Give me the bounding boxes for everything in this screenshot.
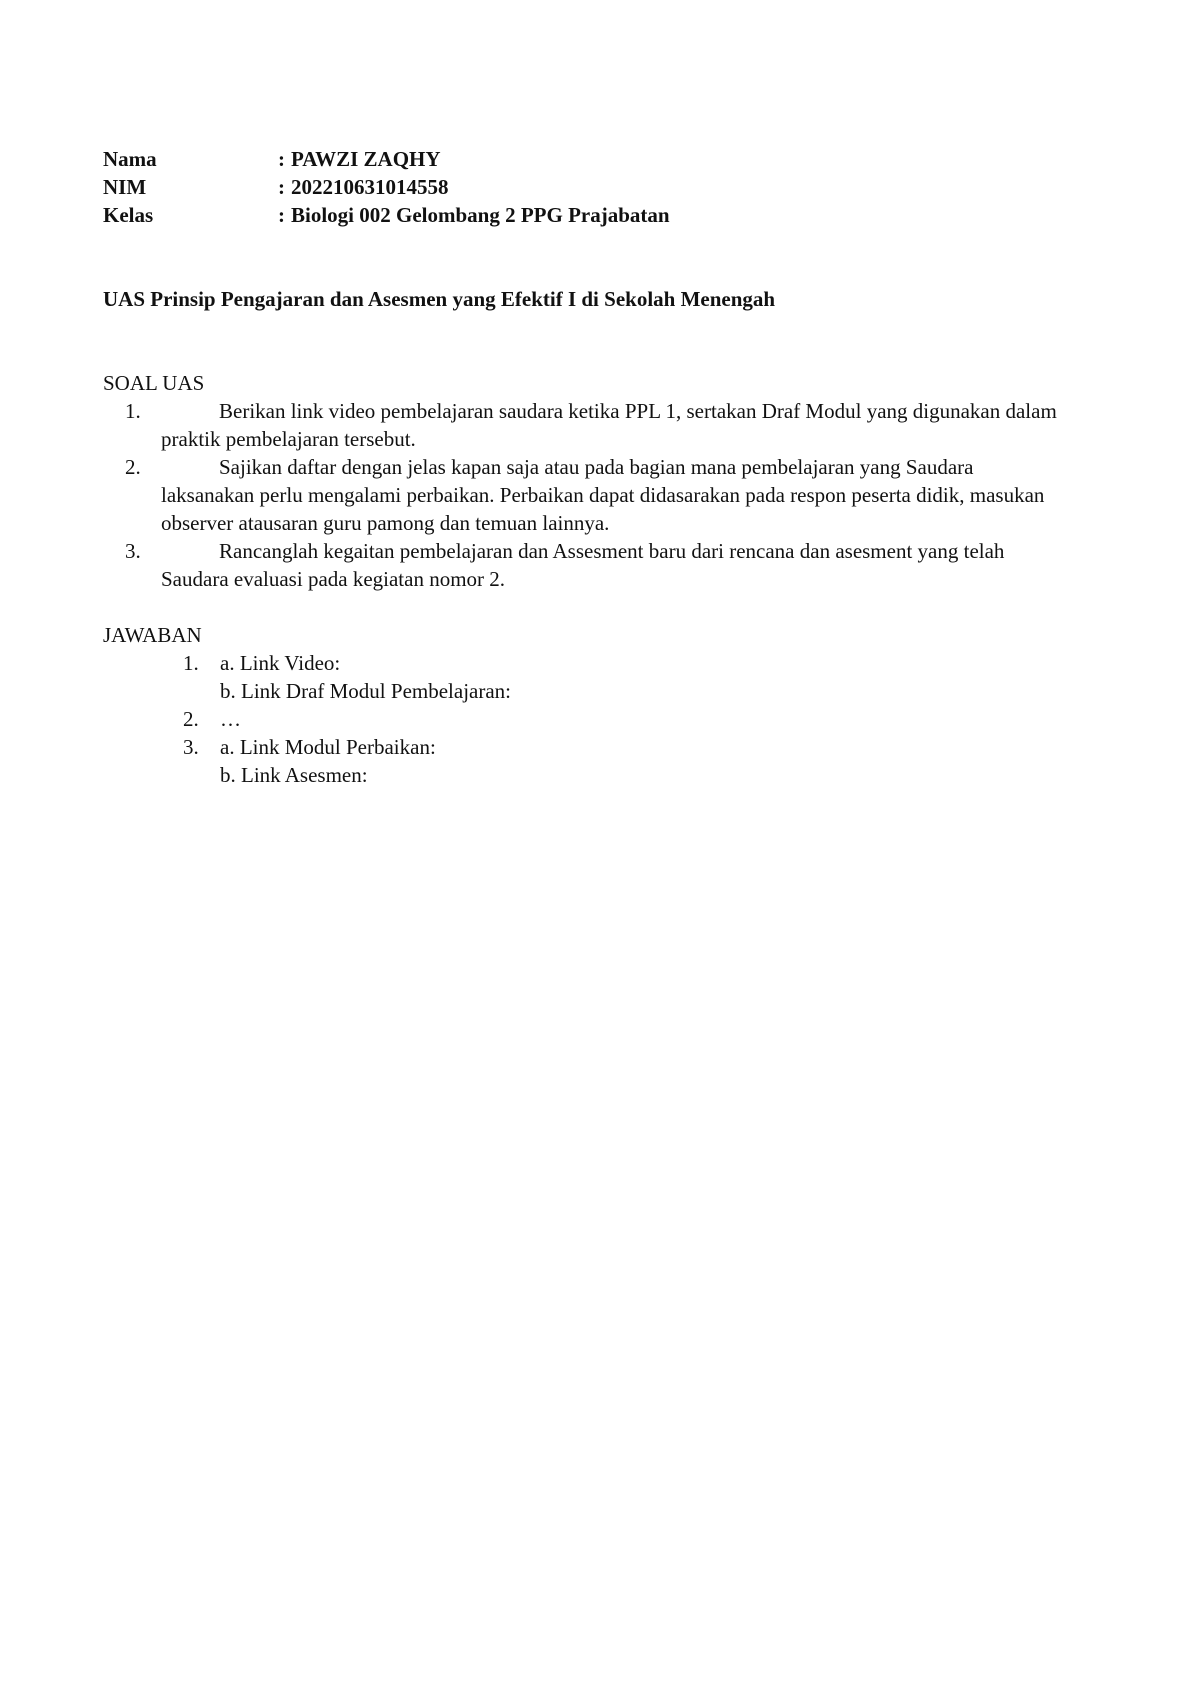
answer-line: b. Link Draf Modul Pembelajaran:	[220, 679, 512, 703]
identity-separator: :	[278, 175, 285, 199]
list-item-text: Rancanglah kegaitan pembelajaran dan Assesment baru dari rencana dan asesment yang telah Saudara evaluasi pada kegiatan nomor 2.	[161, 539, 1005, 591]
identity-row-nim	[103, 173, 1063, 201]
identity-label: Nama	[103, 147, 157, 171]
identity-value: PAWZI ZAQHY	[291, 147, 441, 171]
answer-line: …	[220, 707, 241, 731]
list-item-text: Sajikan daftar dengan jelas kapan saja atau pada bagian mana pembelajaran yang Saudara laksanakan perlu mengalami perbaikan. Perbaikan dapat didasarakan pada respon peserta didik, masukan observer atausaran guru pamong dan temuan lainnya.	[161, 455, 1045, 535]
answer-line: a. Link Modul Perbaikan:	[220, 735, 436, 759]
identity-row-kelas	[103, 201, 1063, 229]
list-item-number: 3.	[125, 539, 141, 563]
jawaban-list	[103, 649, 1063, 789]
list-item	[103, 397, 1063, 453]
identity-label: Kelas	[103, 203, 154, 227]
list-item	[103, 733, 1063, 789]
list-item	[103, 705, 1063, 733]
document-title: UAS Prinsip Pengajaran dan Asesmen yang Efektif I di Sekolah Menengah	[103, 287, 776, 311]
identity-value: Biologi 002 Gelombang 2 PPG Prajabatan	[291, 203, 670, 227]
list-item-number: 1.	[125, 399, 141, 423]
list-item	[103, 649, 1063, 705]
identity-label: NIM	[103, 175, 147, 199]
identity-block	[103, 145, 1063, 229]
identity-separator: :	[278, 203, 285, 227]
answer-line: a. Link Video:	[220, 651, 341, 675]
list-item-number: 2.	[183, 707, 199, 731]
list-item-text: Berikan link video pembelajaran saudara ketika PPL 1, sertakan Draf Modul yang digunakan dalam praktik pembelajaran tersebut.	[161, 399, 1057, 451]
identity-value: 202210631014558	[291, 175, 449, 199]
list-item-number: 2.	[125, 455, 141, 479]
list-item-number: 3.	[183, 735, 199, 759]
list-item	[103, 537, 1063, 593]
jawaban-heading: JAWABAN	[103, 623, 202, 647]
identity-row-nama	[103, 145, 1063, 173]
list-item-number: 1.	[183, 651, 199, 675]
document-content	[103, 145, 1063, 789]
soal-list	[103, 397, 1063, 593]
soal-heading: SOAL UAS	[103, 371, 205, 395]
list-item	[103, 453, 1063, 537]
identity-separator: :	[278, 147, 285, 171]
answer-line: b. Link Asesmen:	[220, 763, 368, 787]
